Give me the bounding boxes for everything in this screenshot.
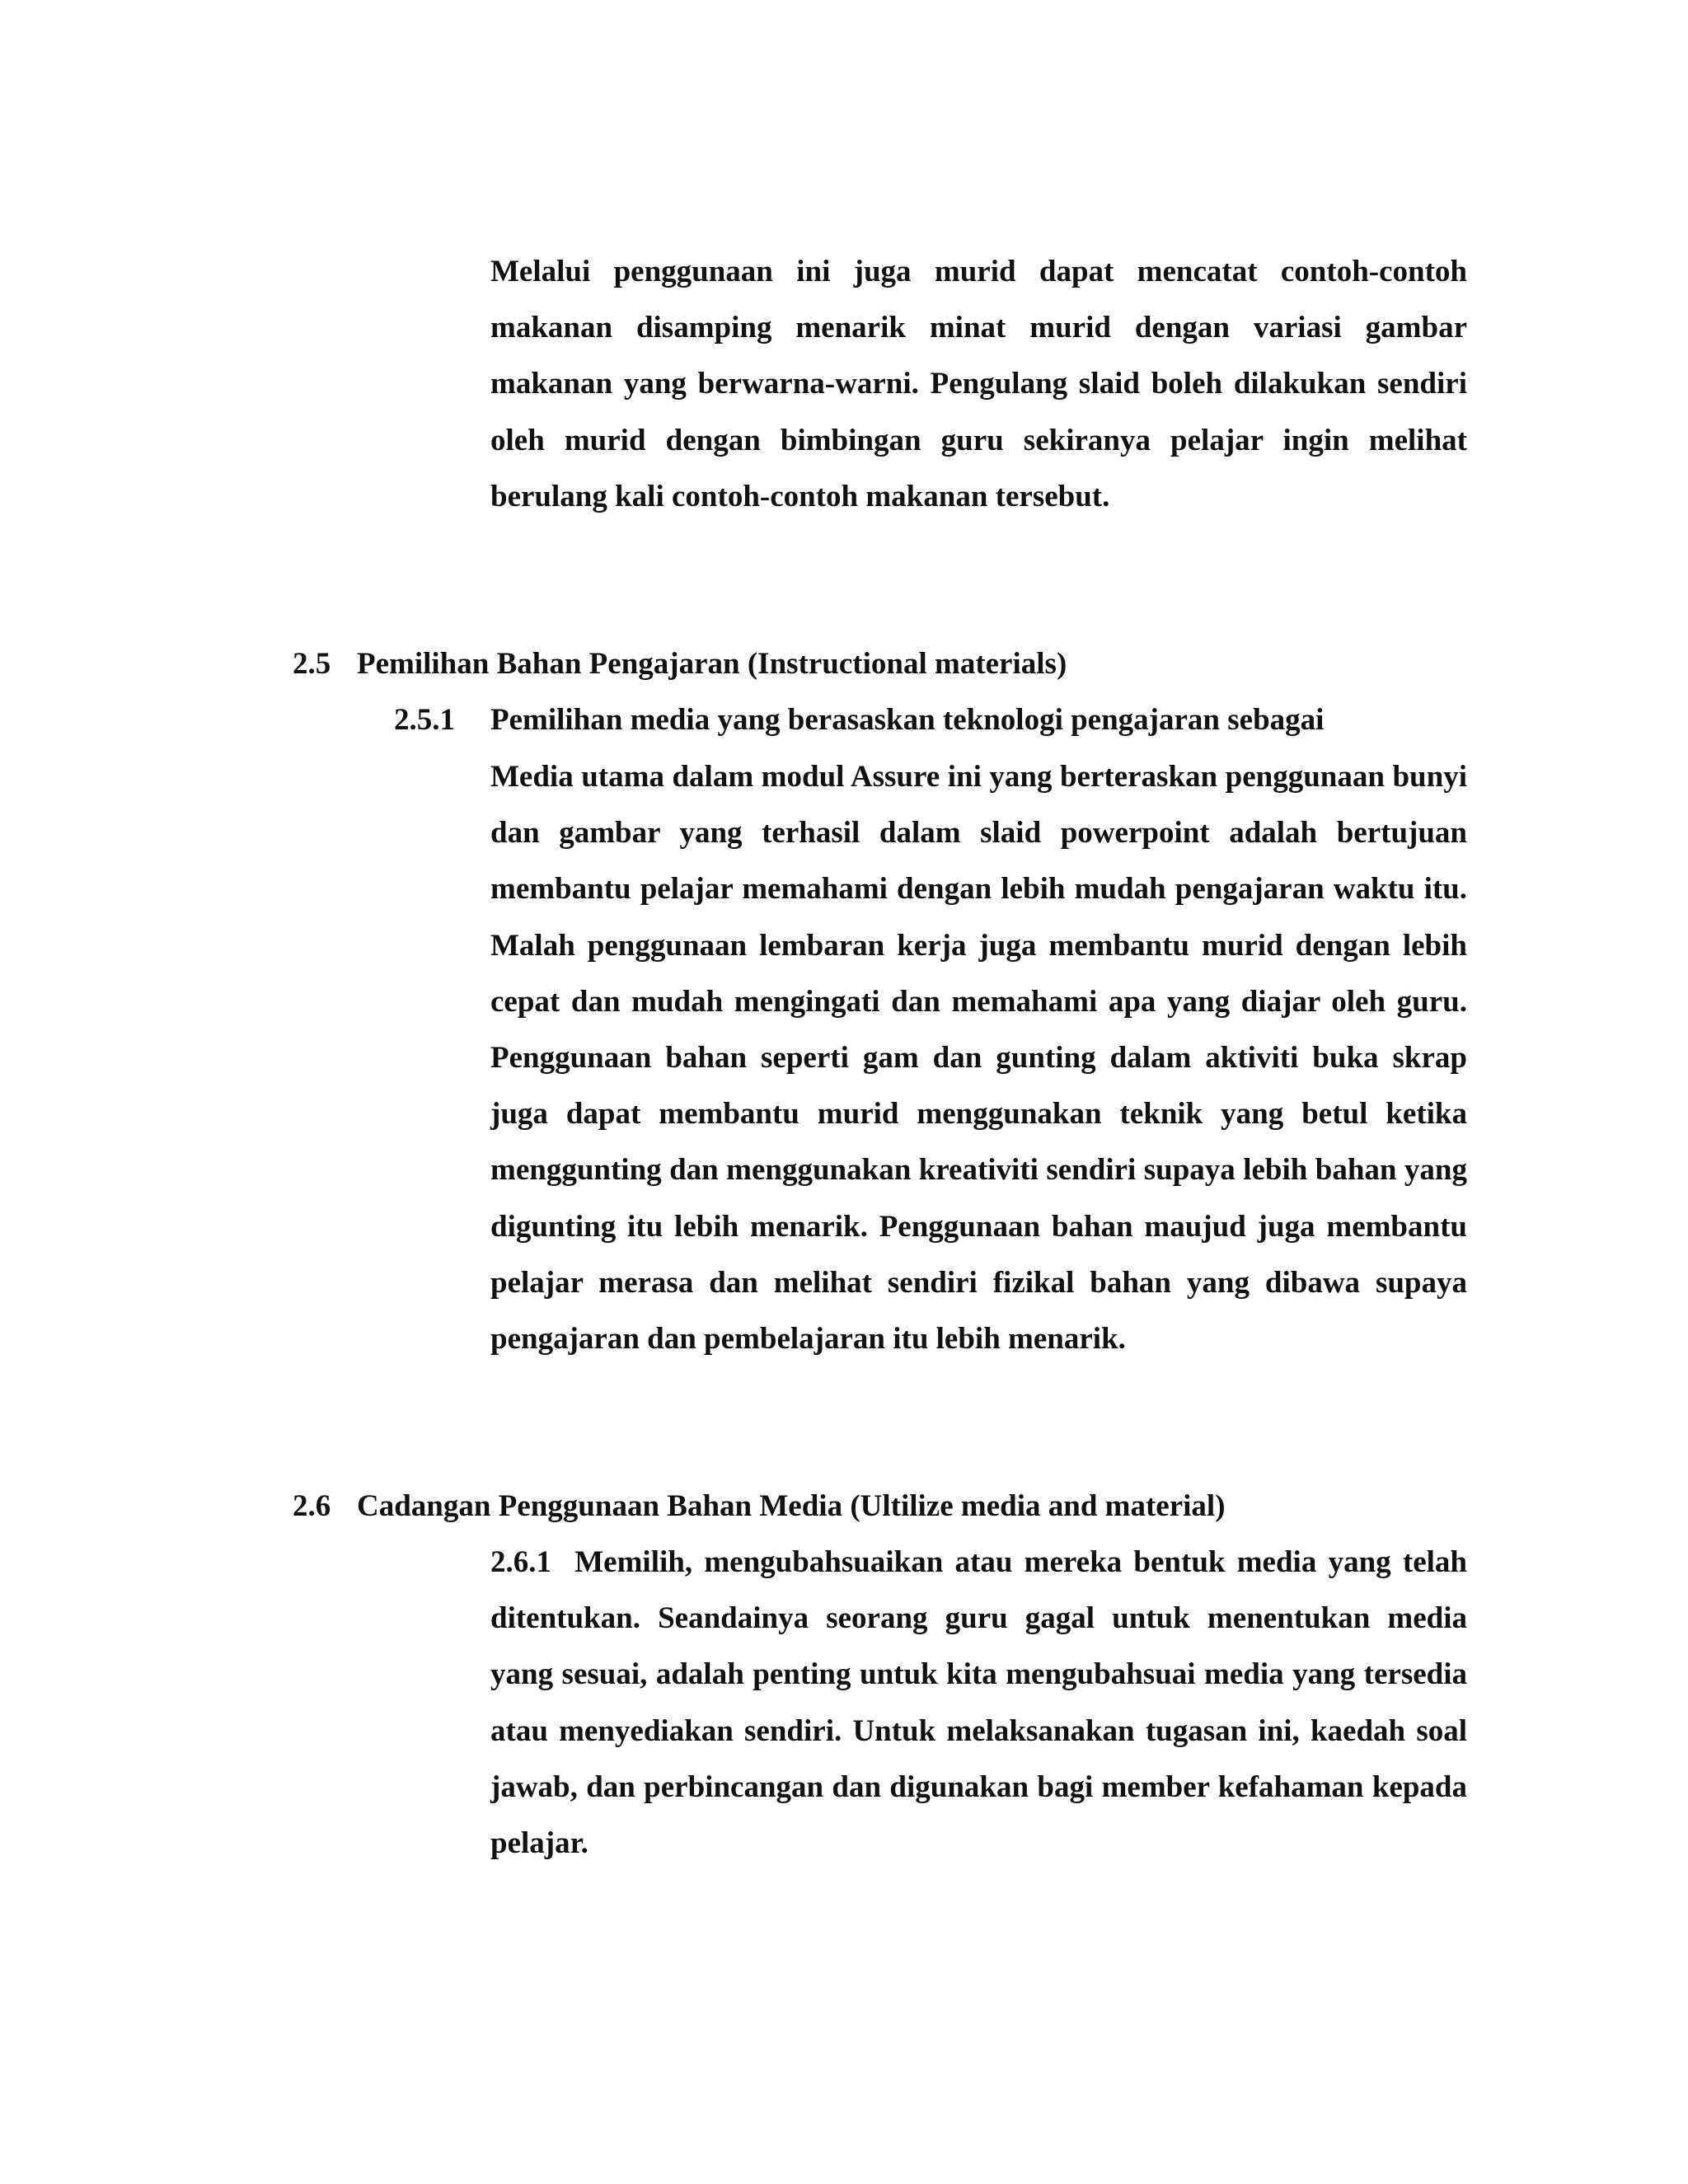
intro-paragraph: Melalui penggunaan ini juga murid dapat mencatat contoh-contoh makanan disamping menarik minat murid dengan variasi gambar makanan yang berwarna-warni. Pengulang slaid boleh dilakukan sendiri oleh murid dengan bimbingan guru sekiranya pelajar ingin melihat berulang kali contoh-contoh makanan tersebut.	[490, 255, 1467, 513]
section-2-5-heading	[293, 636, 1067, 692]
section-number: 2.6	[293, 1489, 331, 1523]
subsection-text: Memilih, mengubahsuaikan atau mereka bentuk media yang telah ditentukan. Seandainya seorang guru gagal untuk menentukan media yang sesuai, adalah penting untuk kita mengubahsuai media yang tersedia atau menyediakan sendiri. Untuk melaksanakan tugasan ini, kaedah soal jawab, dan perbincangan dan digunakan bagi member kefahaman kepada pelajar.	[490, 1545, 1468, 1861]
subsection-2-6-1-body	[490, 1535, 1467, 1872]
subsection-number: 2.6.1	[490, 1545, 551, 1579]
subsection-number: 2.5.1	[394, 703, 455, 737]
subsection-title: Pemilihan media yang berasaskan teknologi pengajaran sebagai	[490, 703, 1325, 737]
subsection-2-5-1-body: Media utama dalam modul Assure ini yang berteraskan penggunaan bunyi dan gambar yang terhasil dalam slaid powerpoint adalah bertujuan membantu pelajar memahami dengan lebih mudah pengajaran waktu itu. Malah penggunaan lembaran kerja juga membantu murid dengan lebih cepat dan mudah mengingati dan memahami apa yang diajar oleh guru. Penggunaan bahan seperti gam dan gunting dalam aktiviti buka skrap juga dapat membantu murid menggunakan teknik yang betul ketika menggunting dan menggunakan kreativiti sendiri supaya lebih bahan yang digunting itu lebih menarik. Penggunaan bahan maujud juga membantu pelajar merasa dan melihat sendiri fizikal bahan yang dibawa supaya pengajaran dan pembelajaran itu lebih menarik.	[490, 760, 1467, 1357]
section-number: 2.5	[293, 647, 331, 681]
section-2-6-heading	[293, 1479, 1226, 1535]
section-title: Cadangan Penggunaan Bahan Media (Ultilize media and material)	[357, 1489, 1226, 1523]
subsection-2-5-1-heading	[394, 692, 1324, 748]
section-title: Pemilihan Bahan Pengajaran (Instructional materials)	[357, 647, 1067, 681]
